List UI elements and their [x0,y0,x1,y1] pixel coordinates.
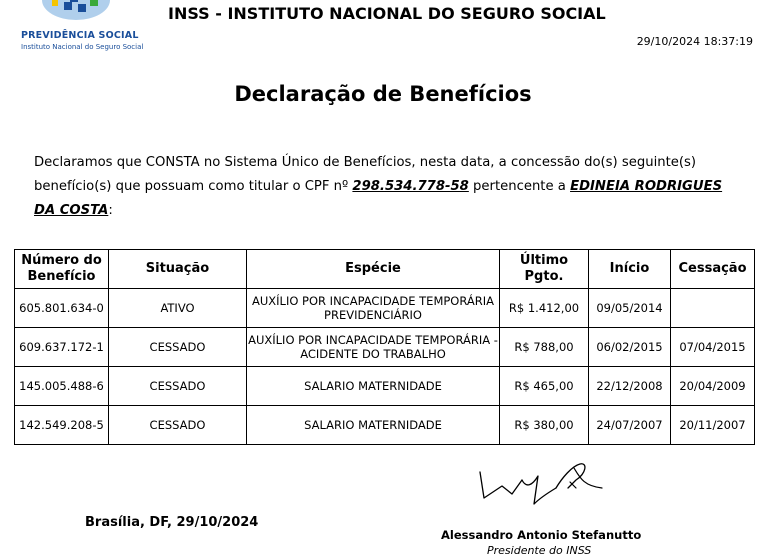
issue-datetime: 29/10/2024 18:37:19 [636,35,753,48]
header-especie: Espécie [247,250,500,289]
table-row [15,289,755,328]
cell-numero-beneficio: 605.801.634-0 [15,289,109,328]
cell-situacao: ATIVO [109,289,247,328]
logo-brand-text: PREVIDÊNCIA SOCIAL [21,30,139,41]
benefits-table [14,249,755,445]
cell-ultimo-pgto: R$ 465,00 [500,367,589,406]
organization-title: INSS - INSTITUTO NACIONAL DO SEGURO SOCIAL [168,4,606,23]
cell-inicio: 09/05/2014 [589,289,671,328]
cell-cessacao [671,289,755,328]
cell-ultimo-pgto: R$ 788,00 [500,328,589,367]
cpf-number: 298.534.778-58 [352,179,469,194]
header-situacao: Situação [109,250,247,289]
cell-inicio: 22/12/2008 [589,367,671,406]
cell-situacao: CESSADO [109,328,247,367]
signature-image [476,458,606,518]
cell-cessacao: 07/04/2015 [671,328,755,367]
cell-cessacao: 20/11/2007 [671,406,755,445]
previdencia-logo-icon [40,0,112,22]
cell-ultimo-pgto: R$ 1.412,00 [500,289,589,328]
cell-numero-beneficio: 609.637.172-1 [15,328,109,367]
cell-ultimo-pgto: R$ 380,00 [500,406,589,445]
cell-situacao: CESSADO [109,367,247,406]
cell-especie: AUXÍLIO POR INCAPACIDADE TEMPORÁRIA - ACIDENTE DO TRABALHO [247,328,500,367]
cell-inicio: 06/02/2015 [589,328,671,367]
holder-name: EDINEIA RODRIGUES DA COSTA [34,179,723,218]
declaration-middle: pertencente a [468,179,571,194]
declaration-end: : [108,203,113,218]
document-title: Declaração de Benefícios [234,82,532,106]
signer-role: Presidente do INSS [487,544,592,557]
cell-situacao: CESSADO [109,406,247,445]
cell-especie: SALARIO MATERNIDADE [247,367,500,406]
logo-subtitle: Instituto Nacional do Seguro Social [21,43,144,51]
city-date: Brasília, DF, 29/10/2024 [85,515,259,530]
table-row [15,328,755,367]
table-row [15,406,755,445]
header-numero-beneficio: Número do Benefício [15,250,109,289]
signer-name: Alessandro Antonio Stefanutto [441,528,642,542]
cell-especie: AUXÍLIO POR INCAPACIDADE TEMPORÁRIA PREVIDENCIÁRIO [247,289,500,328]
declaration-text [34,151,734,223]
table-row [15,367,755,406]
declaration-intro: Declaramos que CONSTA no Sistema Único de Benefícios, nesta data, a concessão do(s) seguinte(s) benefício(s) que possuam como titular o CPF nº [34,155,697,194]
header-cessacao: Cessação [671,250,755,289]
cell-numero-beneficio: 142.549.208-5 [15,406,109,445]
inss-logo [18,0,148,56]
table-header-row [15,250,755,289]
cell-especie: SALARIO MATERNIDADE [247,406,500,445]
cell-numero-beneficio: 145.005.488-6 [15,367,109,406]
header-ultimo-pgto: Último Pgto. [500,250,589,289]
cell-inicio: 24/07/2007 [589,406,671,445]
header-inicio: Início [589,250,671,289]
cell-cessacao: 20/04/2009 [671,367,755,406]
